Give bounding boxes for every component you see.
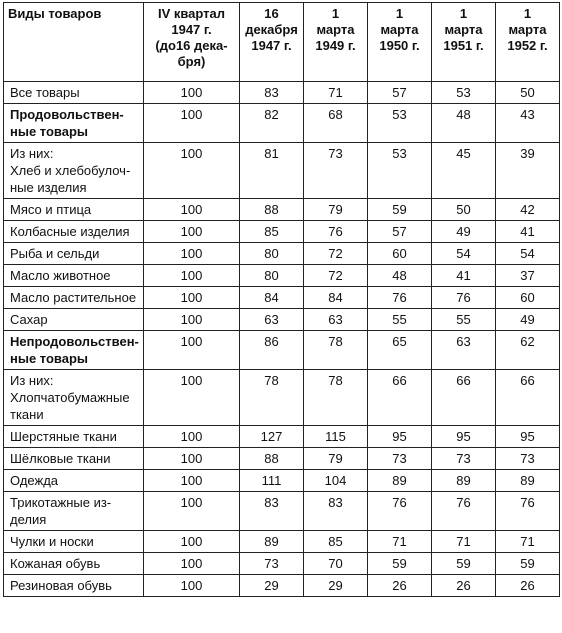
- row-label: Из них: Хлопчатобумажные ткани: [4, 370, 144, 426]
- cell-value: 59: [368, 199, 432, 221]
- cell-value: 55: [432, 309, 496, 331]
- row-label: Шерстяные ткани: [4, 426, 144, 448]
- cell-value: 41: [496, 221, 560, 243]
- cell-value: 60: [496, 287, 560, 309]
- row-label: Непродовольствен- ные товары: [4, 331, 144, 370]
- cell-value: 86: [240, 331, 304, 370]
- cell-value: 54: [432, 243, 496, 265]
- table-row: [4, 331, 560, 370]
- table-row: [4, 426, 560, 448]
- row-label: Продовольствен- ные товары: [4, 104, 144, 143]
- cell-value: 54: [496, 243, 560, 265]
- cell-value: 81: [240, 143, 304, 199]
- row-label: Чулки и носки: [4, 531, 144, 553]
- row-label: Трикотажные из- делия: [4, 492, 144, 531]
- row-label: Сахар: [4, 309, 144, 331]
- column-header-period-6: 1 марта 1952 г.: [496, 3, 560, 82]
- cell-value: 76: [368, 492, 432, 531]
- cell-value: 43: [496, 104, 560, 143]
- table-row: [4, 309, 560, 331]
- cell-value: 63: [304, 309, 368, 331]
- cell-value: 73: [432, 448, 496, 470]
- cell-value: 88: [240, 199, 304, 221]
- cell-value: 78: [304, 370, 368, 426]
- cell-value: 89: [496, 470, 560, 492]
- cell-value: 73: [304, 143, 368, 199]
- row-label: Шёлковые ткани: [4, 448, 144, 470]
- cell-value: 100: [144, 575, 240, 597]
- table-row: [4, 265, 560, 287]
- row-label: Из них: Хлеб и хлебобулоч- ные изделия: [4, 143, 144, 199]
- cell-value: 83: [304, 492, 368, 531]
- cell-value: 76: [432, 287, 496, 309]
- cell-value: 65: [368, 331, 432, 370]
- cell-value: 95: [496, 426, 560, 448]
- row-label: Масло растительное: [4, 287, 144, 309]
- cell-value: 29: [240, 575, 304, 597]
- table-row: [4, 553, 560, 575]
- header-row: [4, 3, 560, 82]
- cell-value: 100: [144, 143, 240, 199]
- cell-value: 60: [368, 243, 432, 265]
- cell-value: 59: [496, 553, 560, 575]
- price-index-table: [3, 2, 560, 597]
- table-row: [4, 221, 560, 243]
- cell-value: 73: [240, 553, 304, 575]
- cell-value: 45: [432, 143, 496, 199]
- cell-value: 79: [304, 199, 368, 221]
- table-row: [4, 287, 560, 309]
- cell-value: 100: [144, 370, 240, 426]
- cell-value: 29: [304, 575, 368, 597]
- row-label: Колбасные изделия: [4, 221, 144, 243]
- cell-value: 84: [304, 287, 368, 309]
- cell-value: 100: [144, 104, 240, 143]
- row-label: Одежда: [4, 470, 144, 492]
- cell-value: 66: [368, 370, 432, 426]
- row-label: Масло животное: [4, 265, 144, 287]
- cell-value: 55: [368, 309, 432, 331]
- cell-value: 59: [432, 553, 496, 575]
- cell-value: 100: [144, 553, 240, 575]
- cell-value: 76: [432, 492, 496, 531]
- row-label: Мясо и птица: [4, 199, 144, 221]
- cell-value: 80: [240, 243, 304, 265]
- cell-value: 71: [496, 531, 560, 553]
- cell-value: 71: [304, 82, 368, 104]
- column-header-period-4: 1 марта 1950 г.: [368, 3, 432, 82]
- cell-value: 42: [496, 199, 560, 221]
- cell-value: 100: [144, 243, 240, 265]
- cell-value: 57: [368, 221, 432, 243]
- cell-value: 95: [368, 426, 432, 448]
- cell-value: 100: [144, 265, 240, 287]
- cell-value: 66: [432, 370, 496, 426]
- cell-value: 53: [432, 82, 496, 104]
- cell-value: 89: [240, 531, 304, 553]
- row-label: Рыба и сельди: [4, 243, 144, 265]
- table-row: [4, 143, 560, 199]
- cell-value: 53: [368, 143, 432, 199]
- cell-value: 100: [144, 470, 240, 492]
- cell-value: 127: [240, 426, 304, 448]
- cell-value: 111: [240, 470, 304, 492]
- cell-value: 115: [304, 426, 368, 448]
- cell-value: 66: [496, 370, 560, 426]
- cell-value: 84: [240, 287, 304, 309]
- table-row: [4, 82, 560, 104]
- cell-value: 39: [496, 143, 560, 199]
- table-row: [4, 199, 560, 221]
- table-row: [4, 370, 560, 426]
- cell-value: 57: [368, 82, 432, 104]
- cell-value: 85: [240, 221, 304, 243]
- cell-value: 71: [432, 531, 496, 553]
- cell-value: 62: [496, 331, 560, 370]
- cell-value: 79: [304, 448, 368, 470]
- column-header-period-2: 16 декабря 1947 г.: [240, 3, 304, 82]
- table-row: [4, 448, 560, 470]
- table-row: [4, 575, 560, 597]
- row-label: Все товары: [4, 82, 144, 104]
- cell-value: 72: [304, 265, 368, 287]
- cell-value: 59: [368, 553, 432, 575]
- cell-value: 41: [432, 265, 496, 287]
- cell-value: 100: [144, 309, 240, 331]
- cell-value: 82: [240, 104, 304, 143]
- cell-value: 78: [304, 331, 368, 370]
- column-header-period-1: IV квартал 1947 г. (до16 дека- бря): [144, 3, 240, 82]
- cell-value: 50: [496, 82, 560, 104]
- table-row: [4, 243, 560, 265]
- cell-value: 73: [496, 448, 560, 470]
- cell-value: 50: [432, 199, 496, 221]
- cell-value: 100: [144, 287, 240, 309]
- cell-value: 85: [304, 531, 368, 553]
- cell-value: 88: [240, 448, 304, 470]
- cell-value: 100: [144, 492, 240, 531]
- cell-value: 49: [432, 221, 496, 243]
- column-header-product-type: Виды товаров: [4, 3, 144, 82]
- cell-value: 100: [144, 448, 240, 470]
- cell-value: 89: [368, 470, 432, 492]
- cell-value: 100: [144, 331, 240, 370]
- cell-value: 76: [304, 221, 368, 243]
- table-row: [4, 492, 560, 531]
- cell-value: 100: [144, 426, 240, 448]
- cell-value: 80: [240, 265, 304, 287]
- cell-value: 26: [432, 575, 496, 597]
- cell-value: 26: [496, 575, 560, 597]
- cell-value: 48: [432, 104, 496, 143]
- cell-value: 63: [432, 331, 496, 370]
- row-label: Кожаная обувь: [4, 553, 144, 575]
- cell-value: 83: [240, 492, 304, 531]
- cell-value: 73: [368, 448, 432, 470]
- cell-value: 100: [144, 531, 240, 553]
- table-row: [4, 531, 560, 553]
- table-row: [4, 104, 560, 143]
- cell-value: 76: [368, 287, 432, 309]
- cell-value: 78: [240, 370, 304, 426]
- cell-value: 49: [496, 309, 560, 331]
- cell-value: 104: [304, 470, 368, 492]
- row-label: Резиновая обувь: [4, 575, 144, 597]
- column-header-period-5: 1 марта 1951 г.: [432, 3, 496, 82]
- column-header-period-3: 1 марта 1949 г.: [304, 3, 368, 82]
- table-row: [4, 470, 560, 492]
- cell-value: 76: [496, 492, 560, 531]
- table-body: [4, 82, 560, 597]
- cell-value: 72: [304, 243, 368, 265]
- cell-value: 71: [368, 531, 432, 553]
- cell-value: 26: [368, 575, 432, 597]
- cell-value: 63: [240, 309, 304, 331]
- cell-value: 100: [144, 82, 240, 104]
- cell-value: 100: [144, 199, 240, 221]
- cell-value: 83: [240, 82, 304, 104]
- cell-value: 89: [432, 470, 496, 492]
- cell-value: 37: [496, 265, 560, 287]
- cell-value: 68: [304, 104, 368, 143]
- cell-value: 48: [368, 265, 432, 287]
- cell-value: 70: [304, 553, 368, 575]
- cell-value: 53: [368, 104, 432, 143]
- cell-value: 100: [144, 221, 240, 243]
- cell-value: 95: [432, 426, 496, 448]
